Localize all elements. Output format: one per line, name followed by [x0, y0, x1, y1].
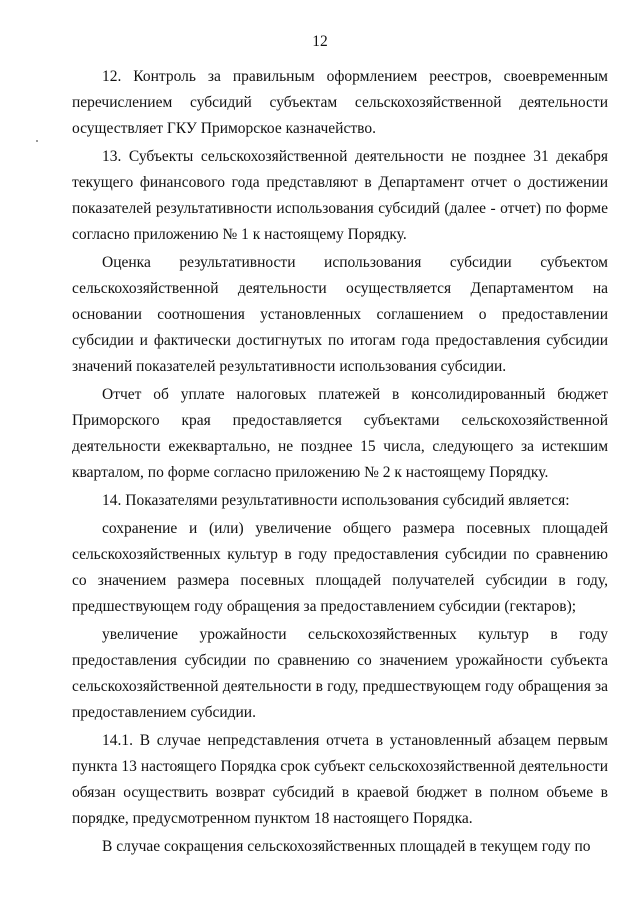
paragraph-14-1: 14.1. В случае непредставления отчета в установленный абзацем первым пункта 13 настоящего Порядка срок субъект сельскохозяйственной деятельности обязан осуществить возврат субсидий в краевой бюджет в полном объеме в порядке, предусмотренном пунктом 18 настоящего Порядка.: [72, 732, 608, 827]
paragraph-reduction: В случае сокращения сельскохозяйственных площадей в текущем году по: [102, 838, 591, 855]
paragraph-14-indicator-yield: увеличение урожайности сельскохозяйственных культур в году предоставления субсидии по сравнению со значением урожайности субъекта сельскохозяйственной деятельности в году, предшествующем году обращения за предоставлением субсидии.: [72, 626, 608, 721]
margin-mark: [36, 140, 38, 142]
paragraph-13-tax-report: Отчет об уплате налоговых платежей в консолидированный бюджет Приморского края предоставляется субъектами сельскохозяйственной деятельности ежеквартально, не позднее 15 числа, следующего за истекшим кварталом, по форме согласно приложению № 2 к настоящему Порядку.: [72, 386, 608, 481]
paragraph-12: 12. Контроль за правильным оформлением реестров, своевременным перечислением субсидий субъектам сельскохозяйственной деятельности осуществляет ГКУ Приморское казначейство.: [72, 68, 608, 137]
paragraph-14-indicator-area: сохранение и (или) увеличение общего размера посевных площадей сельскохозяйственных культур в году предоставления субсидии по сравнению со значением размера посевных площадей получателей субсидии в году, предшествующем году обращения за предоставлением субсидии (гектаров);: [72, 520, 608, 615]
paragraph-13-evaluation: Оценка результативности использования субсидии субъектом сельскохозяйственной деятельности осуществляется Департаментом на основании соотношения установленных соглашением о предоставлении субсидии и фактически достигнутых по итогам года предоставления субсидии значений показателей результативности использования субсидии.: [72, 254, 608, 375]
paragraph-14: 14. Показателями результативности использования субсидий является:: [102, 492, 570, 509]
document-body: [72, 64, 608, 860]
page-number: 12: [312, 33, 328, 50]
paragraph-13: 13. Субъекты сельскохозяйственной деятельности не позднее 31 декабря текущего финансового года представляют в Департамент отчет о достижении показателей результативности использования субсидий (далее - отчет) по форме согласно приложению № 1 к настоящему Порядку.: [72, 148, 608, 243]
